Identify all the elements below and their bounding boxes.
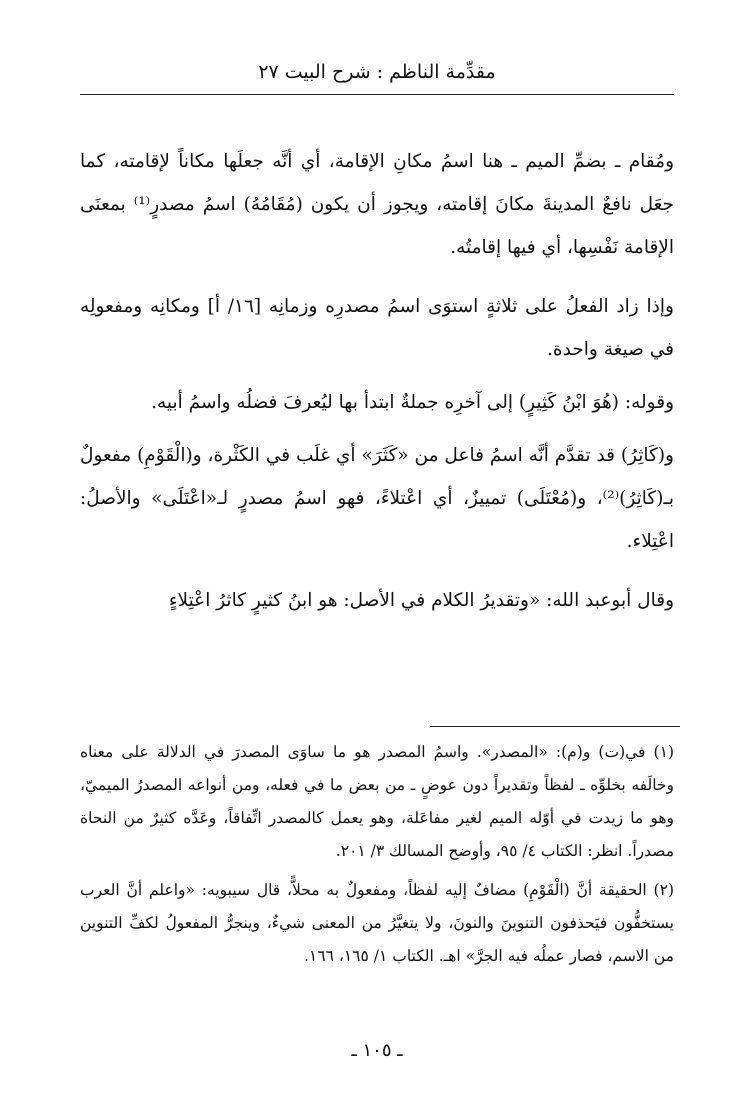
body-paragraph: وقال أبوعبد الله: «وتقديرُ الكلام في الأصل: هو ابنُ كثيرٍ كاثرُ اعْتِلاءٍ: [168, 590, 674, 611]
body-paragraph: وقوله: (هُوَ ابْنُ كَثِيرٍ) إلى آخرِه جملةٌ ابتدأ بها ليُعرفَ فضلُه واسمُ أبيه.: [151, 392, 674, 413]
footnote: (٢) الحقيقة أنَّ (الْقَوْمِ) مضافٌ إليه لفظاً، ومفعولٌ به محلاًّ، قال سيبويه: «واعلم أنَّ العرب يستخفُّون فيَحذفون التنوينَ والنونَ، ولا يتغيَّرُ من المعنى شيءٌ، وينجرُّ المفعولُ لكفِّ التنوين من الاسم، فصار عملُه فيه الجرَّ» اهـ. الكتاب ١/ ١٦٥، ١٦٦.: [80, 881, 674, 965]
running-header: مقدِّمة الناظم : شرح البيت ٢٧: [258, 61, 496, 83]
main-text: [80, 140, 674, 638]
body-paragraph: ومُقام ـ بضمِّ الميم ـ هنا اسمُ مكانِ الإقامة، أي أنَّه جعلَها مكاناً لإقامته، كما جعَل نافعٌ المدينةَ مكانَ إقامته، ويجوز أن يكون (مُقَامُهُ) اسمُ مصدرٍ⁽¹⁾ بمعنَى الإقامة نَفْسِها، أي فيها إقامتُه.: [80, 151, 674, 258]
footnote: (١) في(ت) و(م): «المصدر». واسمُ المصدر هو ما ساوَى المصدرَ في الدلالة على معناه وخالَفه بخلوِّه ـ لفظاً وتقديراً دون عوضٍ ـ من بعض ما في فعله، ومن أنواعه المصدرُ الميميّ، وهو ما زيدت في أوّله الميم لغير مفاعَلة، وهو يعمل كالمصدر اتِّفاقاً، وعَدَّه كثيرٌ من النحاة مصدراً. انظر: الكتاب ٤/ ٩٥، وأوضح المسالك ٣/ ٢٠١.: [80, 743, 674, 860]
page-number: ـ ١٠٥ ـ: [351, 1040, 403, 1061]
body-paragraph: و(كَاثِرُ) قد تقدَّم أنَّه اسمُ فاعل من «كَثَرَ» أي غلَب في الكَثْرة، و(الْقَوْمِ) مفعولٌ بـ(كَاثِرُ)⁽²⁾، و(مُعْتَلَى) تمييزٌ، أي اعْتلاءً، فهو اسمُ مصدرٍ لـ«اعْتَلَى» والأصلُ: اعْتِلاء.: [80, 445, 674, 552]
footnotes: [80, 736, 674, 979]
footnote-divider: [430, 726, 680, 727]
header-divider: [80, 94, 674, 95]
body-paragraph: وإذا زاد الفعلُ على ثلاثةٍ استوَى اسمُ مصدرِه وزمانِه [١٦/ أ] ومكانِه ومفعولِه في صيغة واحدة.: [80, 296, 674, 360]
